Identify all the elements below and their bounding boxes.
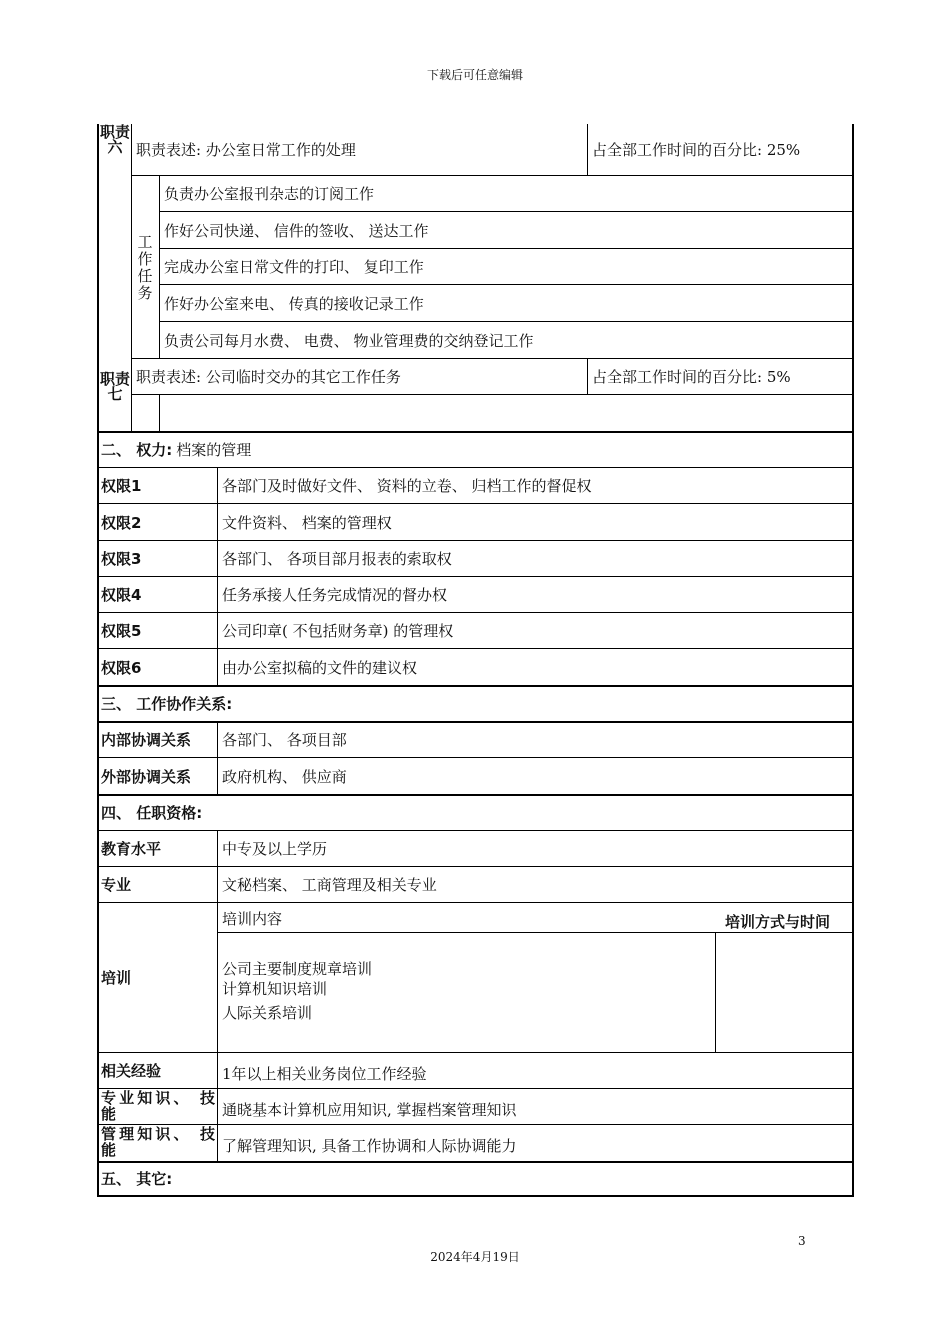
authority-value: 文件资料、 档案的管理权 xyxy=(222,513,392,532)
training-items xyxy=(222,958,372,1024)
task-item: 作好公司快递、 信件的签收、 送达工作 xyxy=(164,221,429,240)
training-item: 人际关系培训 xyxy=(222,1004,313,1022)
relation-label: 内部协调关系 xyxy=(101,731,192,749)
skills-label: 专业知识、 技 能 xyxy=(101,1089,215,1123)
header-note: 下载后可任意编辑 xyxy=(426,68,523,82)
divider xyxy=(159,394,160,431)
footer-date: 2024年4月19日 xyxy=(430,1250,520,1264)
section4-title: 四、 任职资格: xyxy=(101,804,203,822)
authority-label: 权限4 xyxy=(101,586,142,604)
duty7-label: 职责七 xyxy=(99,370,130,403)
experience-value: 1年以上相关业务岗位工作经验 xyxy=(222,1065,427,1083)
section2-subtitle: 档案的管理 xyxy=(176,441,252,459)
education-value: 中专及以上学历 xyxy=(222,840,328,858)
task-item: 作好办公室来电、 传真的接收记录工作 xyxy=(164,294,424,313)
duty6-label: 职责六 xyxy=(99,123,130,156)
training-item: 公司主要制度规章培训 xyxy=(222,960,373,978)
duty7-description: 职责表述: 公司临时交办的其它工作任务 xyxy=(136,368,401,386)
major-value: 文秘档案、 工商管理及相关专业 xyxy=(222,876,437,894)
authority-value: 公司印章( 不包括财务章) 的管理权 xyxy=(222,622,454,640)
authority-label: 权限6 xyxy=(101,658,142,677)
relation-label: 外部协调关系 xyxy=(101,767,192,786)
task-item: 完成办公室日常文件的打印、 复印工作 xyxy=(164,258,424,276)
divider xyxy=(217,932,854,933)
duty6-time-share: 占全部工作时间的百分比: 25% xyxy=(592,141,801,159)
skills-value: 通晓基本计算机应用知识, 掌握档案管理知识 xyxy=(222,1101,517,1119)
authority-value: 由办公室拟稿的文件的建议权 xyxy=(222,658,418,677)
training-label: 培训 xyxy=(101,969,132,987)
management-value: 了解管理知识, 具备工作协调和人际协调能力 xyxy=(222,1137,517,1155)
page-number: 3 xyxy=(798,1234,806,1248)
section3-title: 三、 工作协作关系: xyxy=(101,695,233,713)
authority-value: 各部门、 各项目部月报表的索取权 xyxy=(222,550,452,568)
tasks-label: 工作任务 xyxy=(137,233,153,302)
authority-label: 权限1 xyxy=(101,477,142,495)
authority-label: 权限5 xyxy=(101,622,142,640)
section2-title: 二、 权力: xyxy=(101,441,173,459)
relation-value: 各部门、 各项目部 xyxy=(222,731,347,749)
experience-label: 相关经验 xyxy=(101,1062,162,1080)
training-content-header: 培训内容 xyxy=(222,910,283,928)
authority-value: 任务承接人任务完成情况的督办权 xyxy=(222,586,448,604)
duty7-time-share: 占全部工作时间的百分比: 5% xyxy=(592,368,791,386)
major-label: 专业 xyxy=(101,876,132,894)
education-label: 教育水平 xyxy=(101,840,162,858)
divider xyxy=(715,932,716,1052)
task-item: 负责公司每月水费、 电费、 物业管理费的交纳登记工作 xyxy=(164,331,534,350)
training-method-header: 培训方式与时间 xyxy=(725,913,831,931)
duty6-description: 职责表述: 办公室日常工作的处理 xyxy=(136,141,356,159)
table-border-bottom xyxy=(97,1195,854,1197)
section5-title: 五、 其它: xyxy=(101,1170,173,1188)
authority-label: 权限2 xyxy=(101,513,142,532)
authority-value: 各部门及时做好文件、 资料的立卷、 归档工作的督促权 xyxy=(222,477,592,495)
relation-value: 政府机构、 供应商 xyxy=(222,767,347,786)
divider xyxy=(131,394,853,395)
training-item: 计算机知识培训 xyxy=(222,980,328,998)
task-item: 负责办公室报刊杂志的订阅工作 xyxy=(164,185,375,203)
authority-label: 权限3 xyxy=(101,550,142,568)
section2-header xyxy=(97,432,852,467)
management-label: 管理知识、 技 能 xyxy=(101,1125,215,1159)
